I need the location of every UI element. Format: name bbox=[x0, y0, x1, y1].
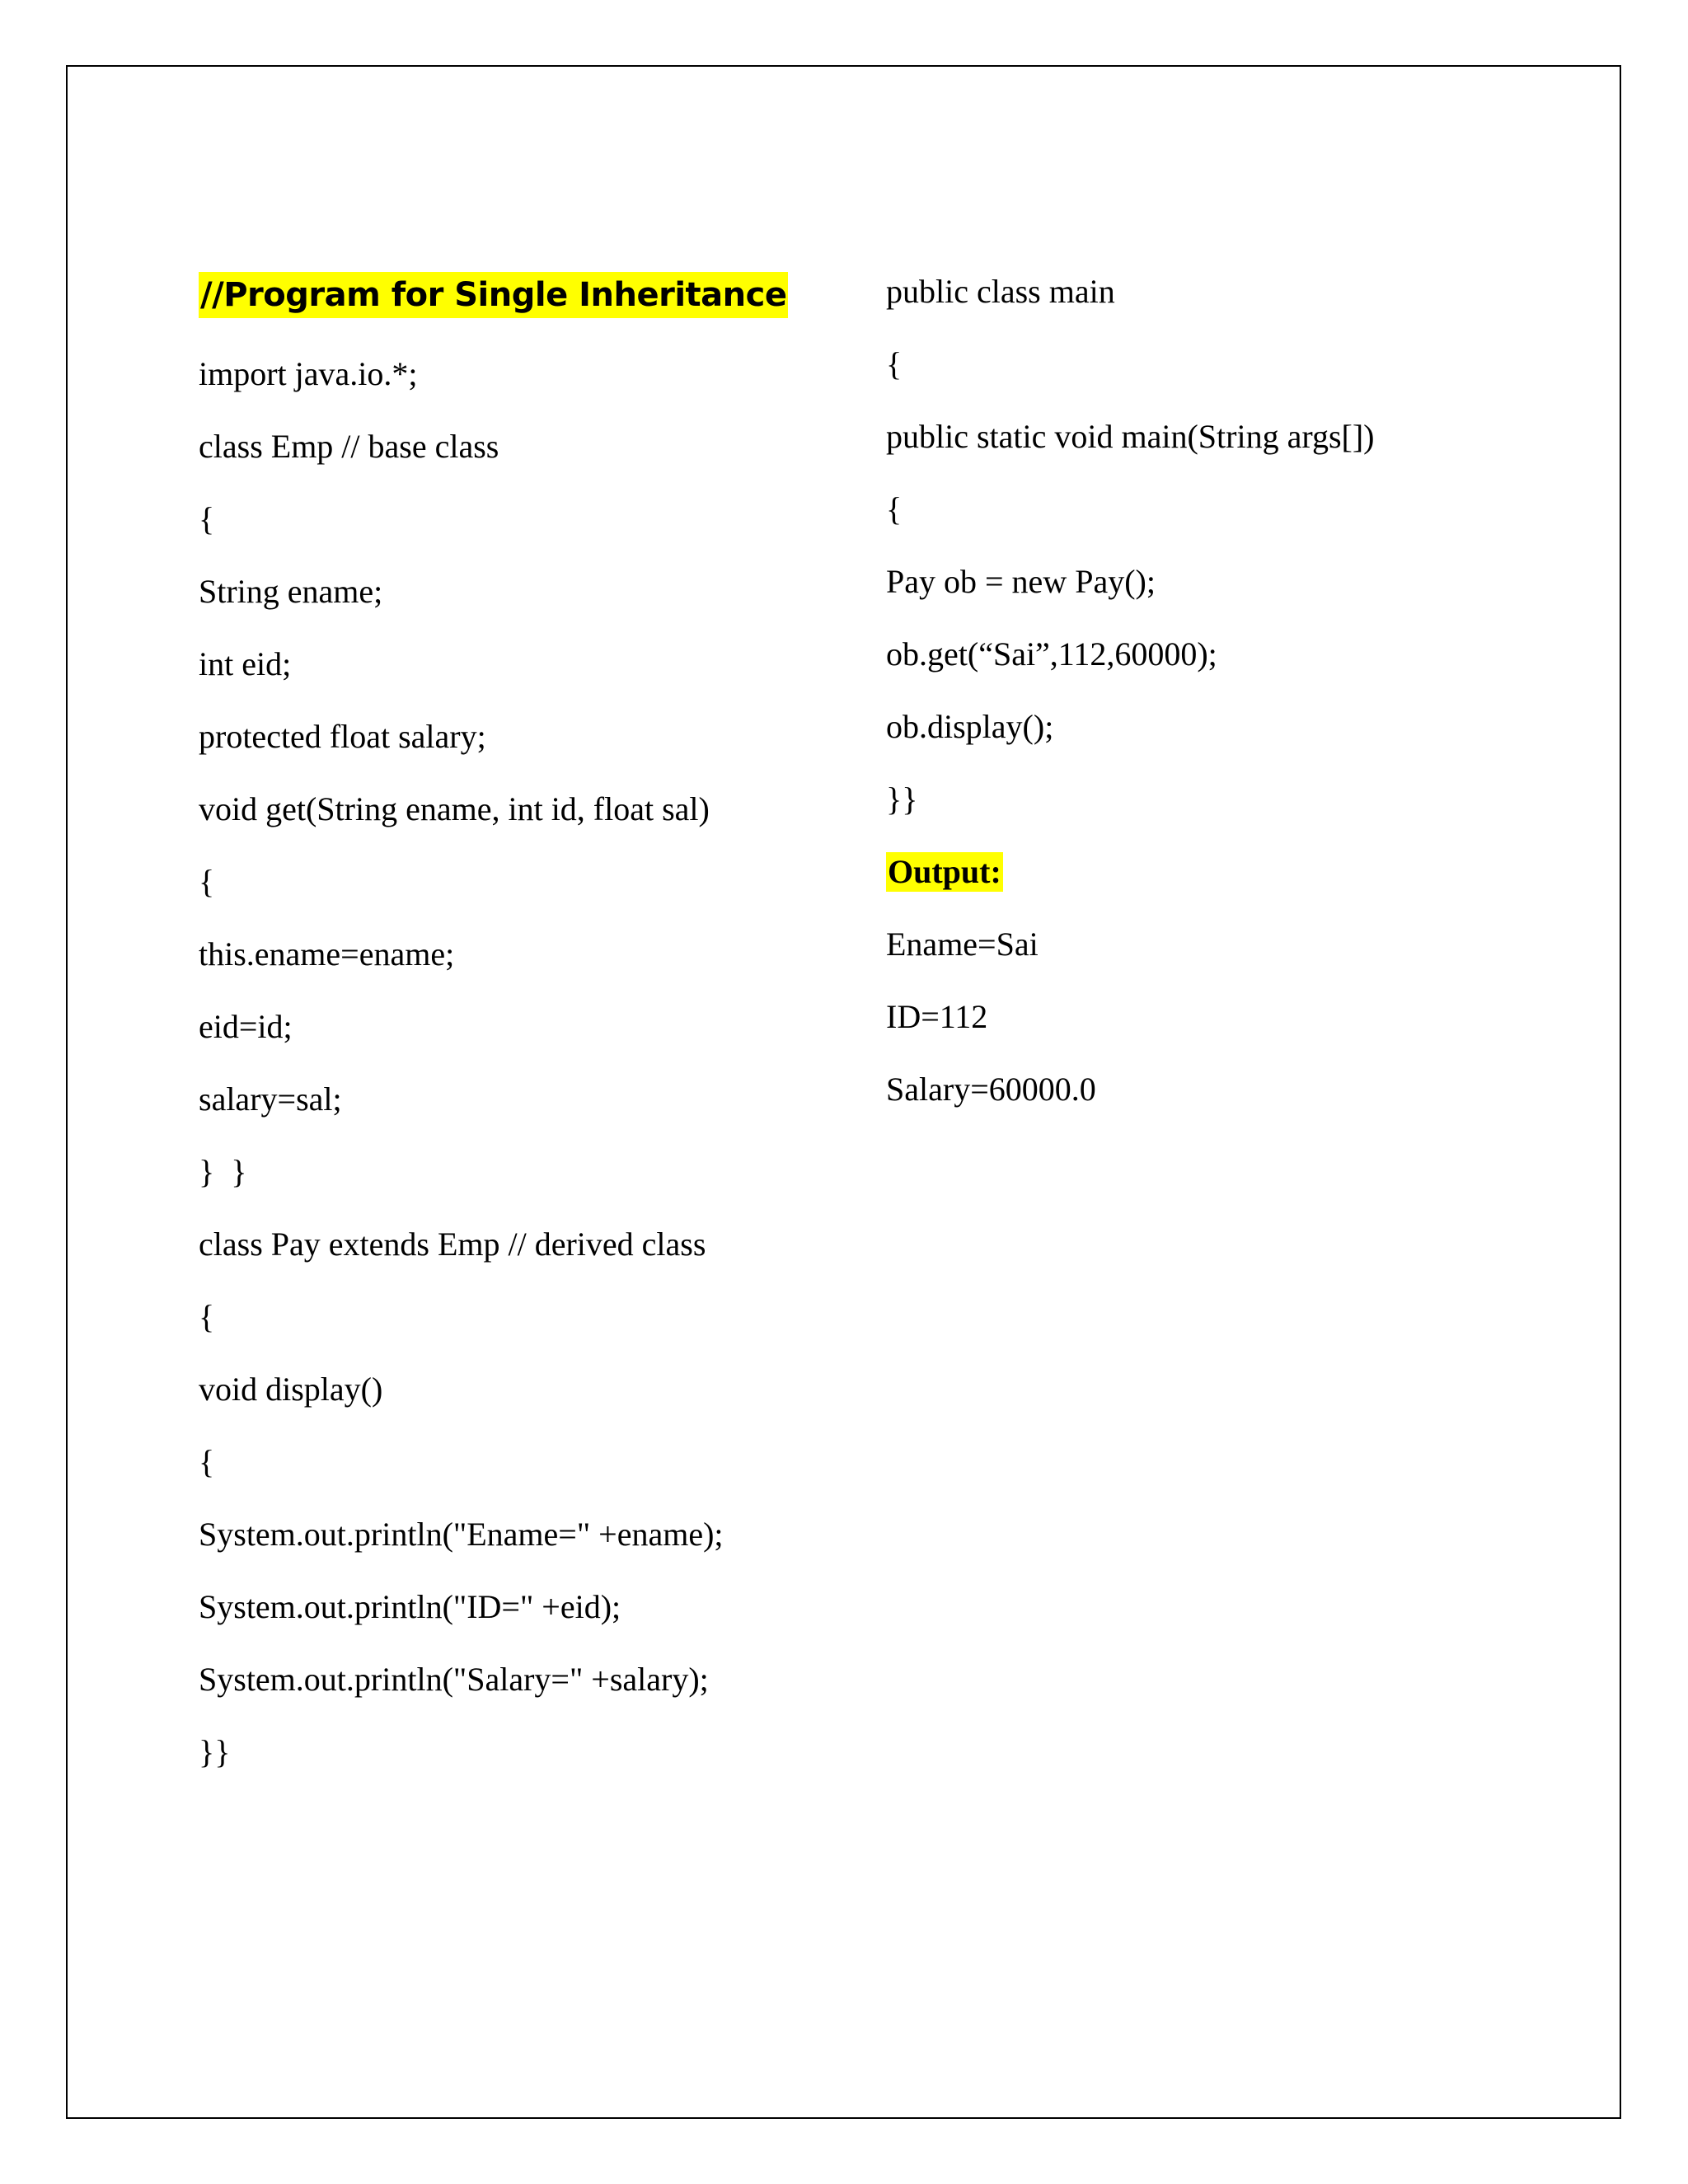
code-line: { bbox=[886, 490, 903, 527]
code-line: eid=id; bbox=[199, 1008, 293, 1045]
output-line: Ename=Sai bbox=[886, 926, 1039, 963]
code-line: int eid; bbox=[199, 645, 292, 682]
code-line: class Pay extends Emp // derived class bbox=[199, 1226, 706, 1263]
code-line: }} bbox=[886, 780, 918, 818]
code-line: ob.display(); bbox=[886, 708, 1054, 745]
code-line: System.out.println("ID=" +eid); bbox=[199, 1588, 621, 1625]
output-label-row bbox=[886, 852, 1562, 925]
right-column bbox=[886, 272, 1562, 1142]
output-block bbox=[886, 925, 1562, 1142]
code-line: String ename; bbox=[199, 573, 383, 610]
code-line: ob.get(“Sai”,112,60000); bbox=[886, 635, 1217, 673]
code-line: { bbox=[199, 1298, 215, 1335]
code-line: void display() bbox=[199, 1371, 383, 1408]
right-code-block bbox=[886, 272, 1562, 852]
output-label: Output: bbox=[888, 853, 1001, 890]
code-line: salary=sal; bbox=[199, 1080, 342, 1118]
code-line: public static void main(String args[]) bbox=[886, 418, 1375, 455]
code-line: protected float salary; bbox=[199, 718, 486, 755]
code-line: class Emp // base class bbox=[199, 428, 499, 465]
code-line: System.out.println("Ename=" +ename); bbox=[199, 1516, 724, 1553]
code-line: this.ename=ename; bbox=[199, 935, 455, 972]
code-line: void get(String ename, int id, float sal) bbox=[199, 790, 710, 827]
code-line: System.out.println("Salary=" +salary); bbox=[199, 1661, 709, 1698]
code-line: { bbox=[199, 1443, 215, 1480]
left-code-block bbox=[199, 354, 891, 1805]
code-line: { bbox=[886, 345, 903, 382]
code-line: { bbox=[199, 500, 215, 537]
program-title: //Program for Single Inheritance bbox=[199, 272, 788, 318]
code-line: { bbox=[199, 863, 215, 900]
left-column bbox=[199, 272, 891, 1805]
code-line: Pay ob = new Pay(); bbox=[886, 563, 1156, 600]
code-line: } } bbox=[199, 1153, 247, 1190]
code-line: import java.io.*; bbox=[199, 355, 418, 392]
output-line: Salary=60000.0 bbox=[886, 1071, 1096, 1108]
code-line: }} bbox=[199, 1733, 231, 1770]
output-line: ID=112 bbox=[886, 998, 988, 1035]
code-line: public class main bbox=[886, 273, 1115, 310]
